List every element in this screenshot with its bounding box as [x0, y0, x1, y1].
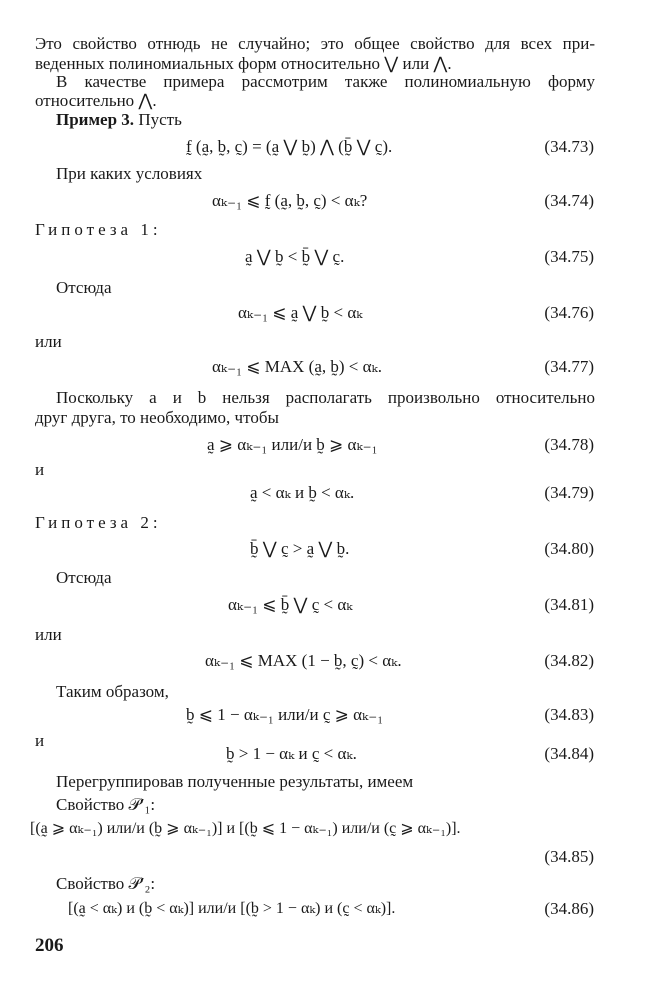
equation-number-34-77: (34.77): [544, 357, 594, 376]
paragraph-2-line-1: В качестве примера рассмотрим также полиномиальную форму: [56, 72, 595, 91]
hypothesis-1-heading: Гипотеза 1:: [35, 220, 162, 239]
hence-2: Отсюда: [56, 568, 112, 587]
or-1: или: [35, 332, 62, 351]
example-text: Пусть: [138, 110, 182, 129]
equation-number-34-81: (34.81): [544, 595, 594, 614]
equation-34-74: αₖ₋₁ ⩽ f̰ (a̰, b̰, c̰) < αₖ?: [212, 191, 368, 210]
example-label: Пример 3.: [56, 110, 135, 129]
or-2: или: [35, 625, 62, 644]
paragraph-1-line-1: Это свойство отнюдь не случайно; это общее свойство для всех при-: [35, 34, 595, 53]
equation-number-34-83: (34.83): [544, 705, 594, 724]
and-1: и: [35, 460, 45, 479]
regroup-line: Перегруппировав полученные результаты, имеем: [56, 772, 414, 791]
example-heading: [56, 110, 182, 130]
equation-number-34-79: (34.79): [544, 483, 594, 502]
page-number: 206: [35, 935, 64, 956]
equation-number-34-85: (34.85): [544, 847, 594, 866]
equation-number-34-82: (34.82): [544, 651, 594, 670]
paragraph-1-line-2: веденных полиномиальных форм относительно ⋁ или ⋀.: [35, 54, 452, 73]
equation-number-34-73: (34.73): [544, 137, 594, 156]
equation-34-79: a̰ < αₖ и b̰ < αₖ.: [250, 483, 355, 502]
since-line-2: друг друга, то необходимо, чтобы: [35, 408, 279, 427]
equation-number-34-75: (34.75): [544, 247, 594, 266]
property-2-label: Свойство 𝒫′₂:: [56, 874, 156, 893]
equation-34-77: αₖ₋₁ ⩽ MAX (a̰, b̰) < αₖ.: [212, 357, 382, 376]
conditions-intro: При каких условиях: [56, 164, 203, 183]
thus-line: Таким образом,: [56, 682, 169, 701]
equation-number-34-74: (34.74): [544, 191, 594, 210]
equation-34-80: b̰̄ ⋁ c̰ > a̰ ⋁ b̰.: [250, 539, 350, 558]
since-line-1: Поскольку a и b нельзя располагать произвольно относительно: [56, 388, 595, 407]
equation-number-34-78: (34.78): [544, 435, 594, 454]
equation-34-85: [(a̰ ⩾ αₖ₋₁) или/и (b̰ ⩾ αₖ₋₁)] и [(b̰ ⩽ 1 − αₖ₋₁) или/и (c̰ ⩾ αₖ₋₁)].: [30, 820, 461, 837]
equation-34-73: f̰ (a̰, b̰, c̰) = (a̰ ⋁ b̰) ⋀ (b̰̄ ⋁ c̰).: [186, 137, 393, 156]
equation-number-34-80: (34.80): [544, 539, 594, 558]
equation-34-84: b̰ > 1 − αₖ и c̰ < αₖ.: [226, 744, 357, 763]
and-2: и: [35, 731, 45, 750]
equation-number-34-86: (34.86): [544, 899, 594, 918]
paragraph-2-line-2: относительно ⋀.: [35, 91, 157, 110]
equation-34-86: [(a̰ < αₖ) и (b̰ < αₖ)] или/и [(b̰ > 1 − αₖ) и (c̰ < αₖ)].: [68, 900, 396, 917]
property-1-label: Свойство 𝒫′₁:: [56, 795, 156, 814]
equation-34-75: a̰ ⋁ b̰ < b̰̄ ⋁ c̰.: [245, 247, 345, 266]
equation-34-81: αₖ₋₁ ⩽ b̰̄ ⋁ c̰ < αₖ: [228, 595, 353, 614]
equation-34-78: a̰ ⩾ αₖ₋₁ или/и b̰ ⩾ αₖ₋₁: [207, 435, 378, 454]
equation-34-82: αₖ₋₁ ⩽ MAX (1 − b̰, c̰) < αₖ.: [205, 651, 402, 670]
equation-34-76: αₖ₋₁ ⩽ a̰ ⋁ b̰ < αₖ: [238, 303, 363, 322]
hypothesis-2-heading: Гипотеза 2:: [35, 513, 162, 532]
equation-34-83: b̰ ⩽ 1 − αₖ₋₁ или/и c̰ ⩾ αₖ₋₁: [186, 705, 384, 724]
equation-number-34-84: (34.84): [544, 744, 594, 763]
hence-1: Отсюда: [56, 278, 112, 297]
equation-number-34-76: (34.76): [544, 303, 594, 322]
